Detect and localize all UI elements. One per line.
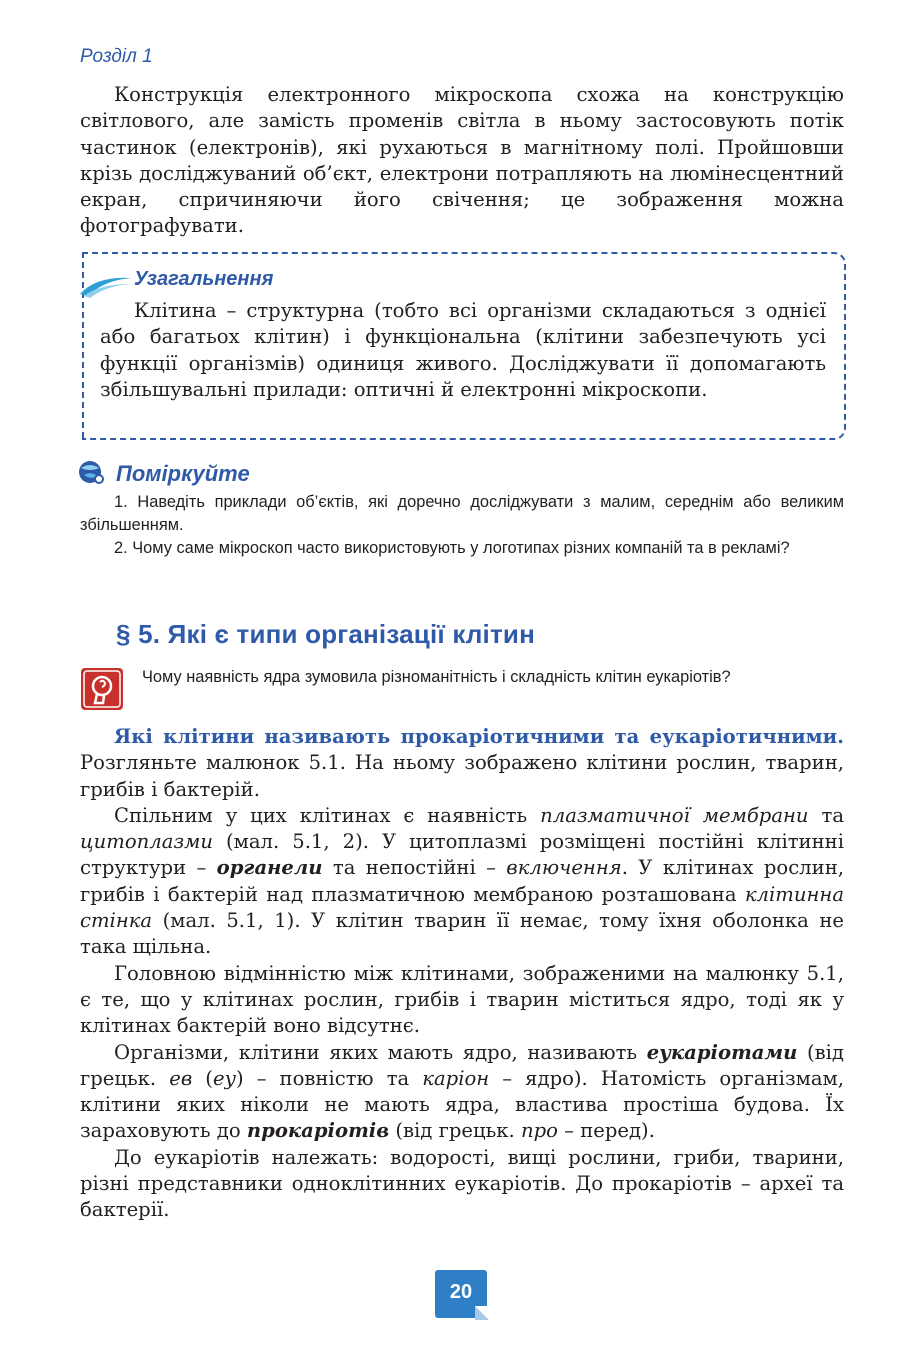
body-p2-text: . У клітинах рослин, грибів і бактерій над плазматичною мембраною розташована [80,856,844,906]
main-body [80,724,844,1224]
body-p2-text: (мал. 5.1, 1). У клітин тварин її немає, тому їхня оболонка не така щільна. [80,909,844,959]
body-p4-text: ) – повністю та [235,1066,423,1090]
page-number: 20 [435,1270,487,1318]
problem-question-icon [80,667,124,711]
term-cytoplasm: цитоплазми [80,830,213,854]
term-inclusions: включення [506,856,622,880]
paragraph-title: § 5. Які є типи організації клітин [116,619,536,649]
globe-icon [76,458,104,486]
body-p4-text: Організми, клітини яких мають ядро, називають [114,1040,647,1064]
term-prokaryotes: прокаріотів [246,1119,390,1143]
summary-swoosh-icon [78,270,134,298]
body-paragraph-1 [80,724,844,803]
body-paragraph-5: До еукаріотів належать: водорості, вищі рослини, гриби, тварини, різні представники одноклітинних еукаріотів. До прокаріотів – археї та бактерії. [80,1145,844,1222]
body-p4-text: ( [192,1066,213,1090]
term-plasma-membrane: плазматичної мембрани [540,803,809,827]
intro-paragraph [80,82,844,240]
body-paragraph-2 [80,803,844,961]
body-p1-heading: Які клітини називають прокаріотичними та еукаріотичними. [114,725,844,748]
think-question-1: 1. Наведіть приклади об’єктів, які доречно досліджувати з малим, середнім або великим збільшенням. [80,493,844,534]
term-eukaryotes: еукаріотами [646,1040,798,1064]
body-p2-text: (мал. 5.1, 2). У цитоплазмі розміщені постійні клітинні структури – [80,830,844,880]
greek-karion: каріон [422,1066,490,1090]
body-p4-text: (від грецьк. [80,1040,844,1090]
section-label: Розділ 1 [80,46,153,67]
body-p4-text: – ядро). Натомість організмам, клітини яких ніколи не мають ядра, властива простіша будова. Їх зараховують до [80,1066,845,1143]
greek-pro: про [520,1119,558,1143]
body-p4-text: (від грецьк. [389,1119,521,1143]
greek-eu: еу [212,1066,236,1090]
body-p1-rest: Розгляньте малюнок 5.1. На ньому зображено клітини рослин, тварин, грибів і бактерій. [80,751,844,801]
body-paragraph-4 [80,1040,844,1145]
think-question-2: 2. Чому саме мікроскоп часто використовують у логотипах різних компаній та в рекламі? [114,538,790,557]
page-number-fold [475,1306,489,1320]
term-cell-wall: клітинна стінка [80,882,844,933]
summary-body [100,298,826,403]
body-p2-text: та [808,803,844,827]
summary-title: Узагальнення [134,268,274,290]
intro-text: Конструкція електронного мікроскопа схожа на конструкцію світлового, але замість променів світла в ньому застосовують потік частинок (електронів), які рухаються в магнітному полі. Пройшовши крізь досліджуваний об’єкт, електрони потрапляють на люмінесцентний екран, спричиняючи його свічення; це зображення можна фотографувати. [80,83,844,238]
body-p4-text: – перед). [557,1119,655,1143]
body-p2-text: Спільним у цих клітинах є наявність [114,803,541,827]
term-organelles: органели [216,856,323,880]
greek-ev: ев [169,1066,193,1090]
body-p2-text: та непостійні – [322,856,507,880]
body-paragraph-3: Головною відмінністю між клітинами, зображеними на малюнку 5.1, є те, що у клітинах рослин, грибів і тварин міститься ядро, тоді як у клітинах бактерій воно відсутнє. [80,961,844,1038]
think-questions [80,491,844,559]
summary-text: Клітина – структурна (тобто всі організми складаються з однієї або багатьох клітин) і функціональна (клітини забезпечують усі функції організмів) одиниця живого. Досліджувати її допомагають збільшувальні прилади: оптичні й електронні мікроскопи. [100,299,826,401]
problem-question: Чому наявність ядра зумовила різноманітність і складність клітин еукаріотів? [142,668,731,686]
think-title: Поміркуйте [116,461,250,486]
